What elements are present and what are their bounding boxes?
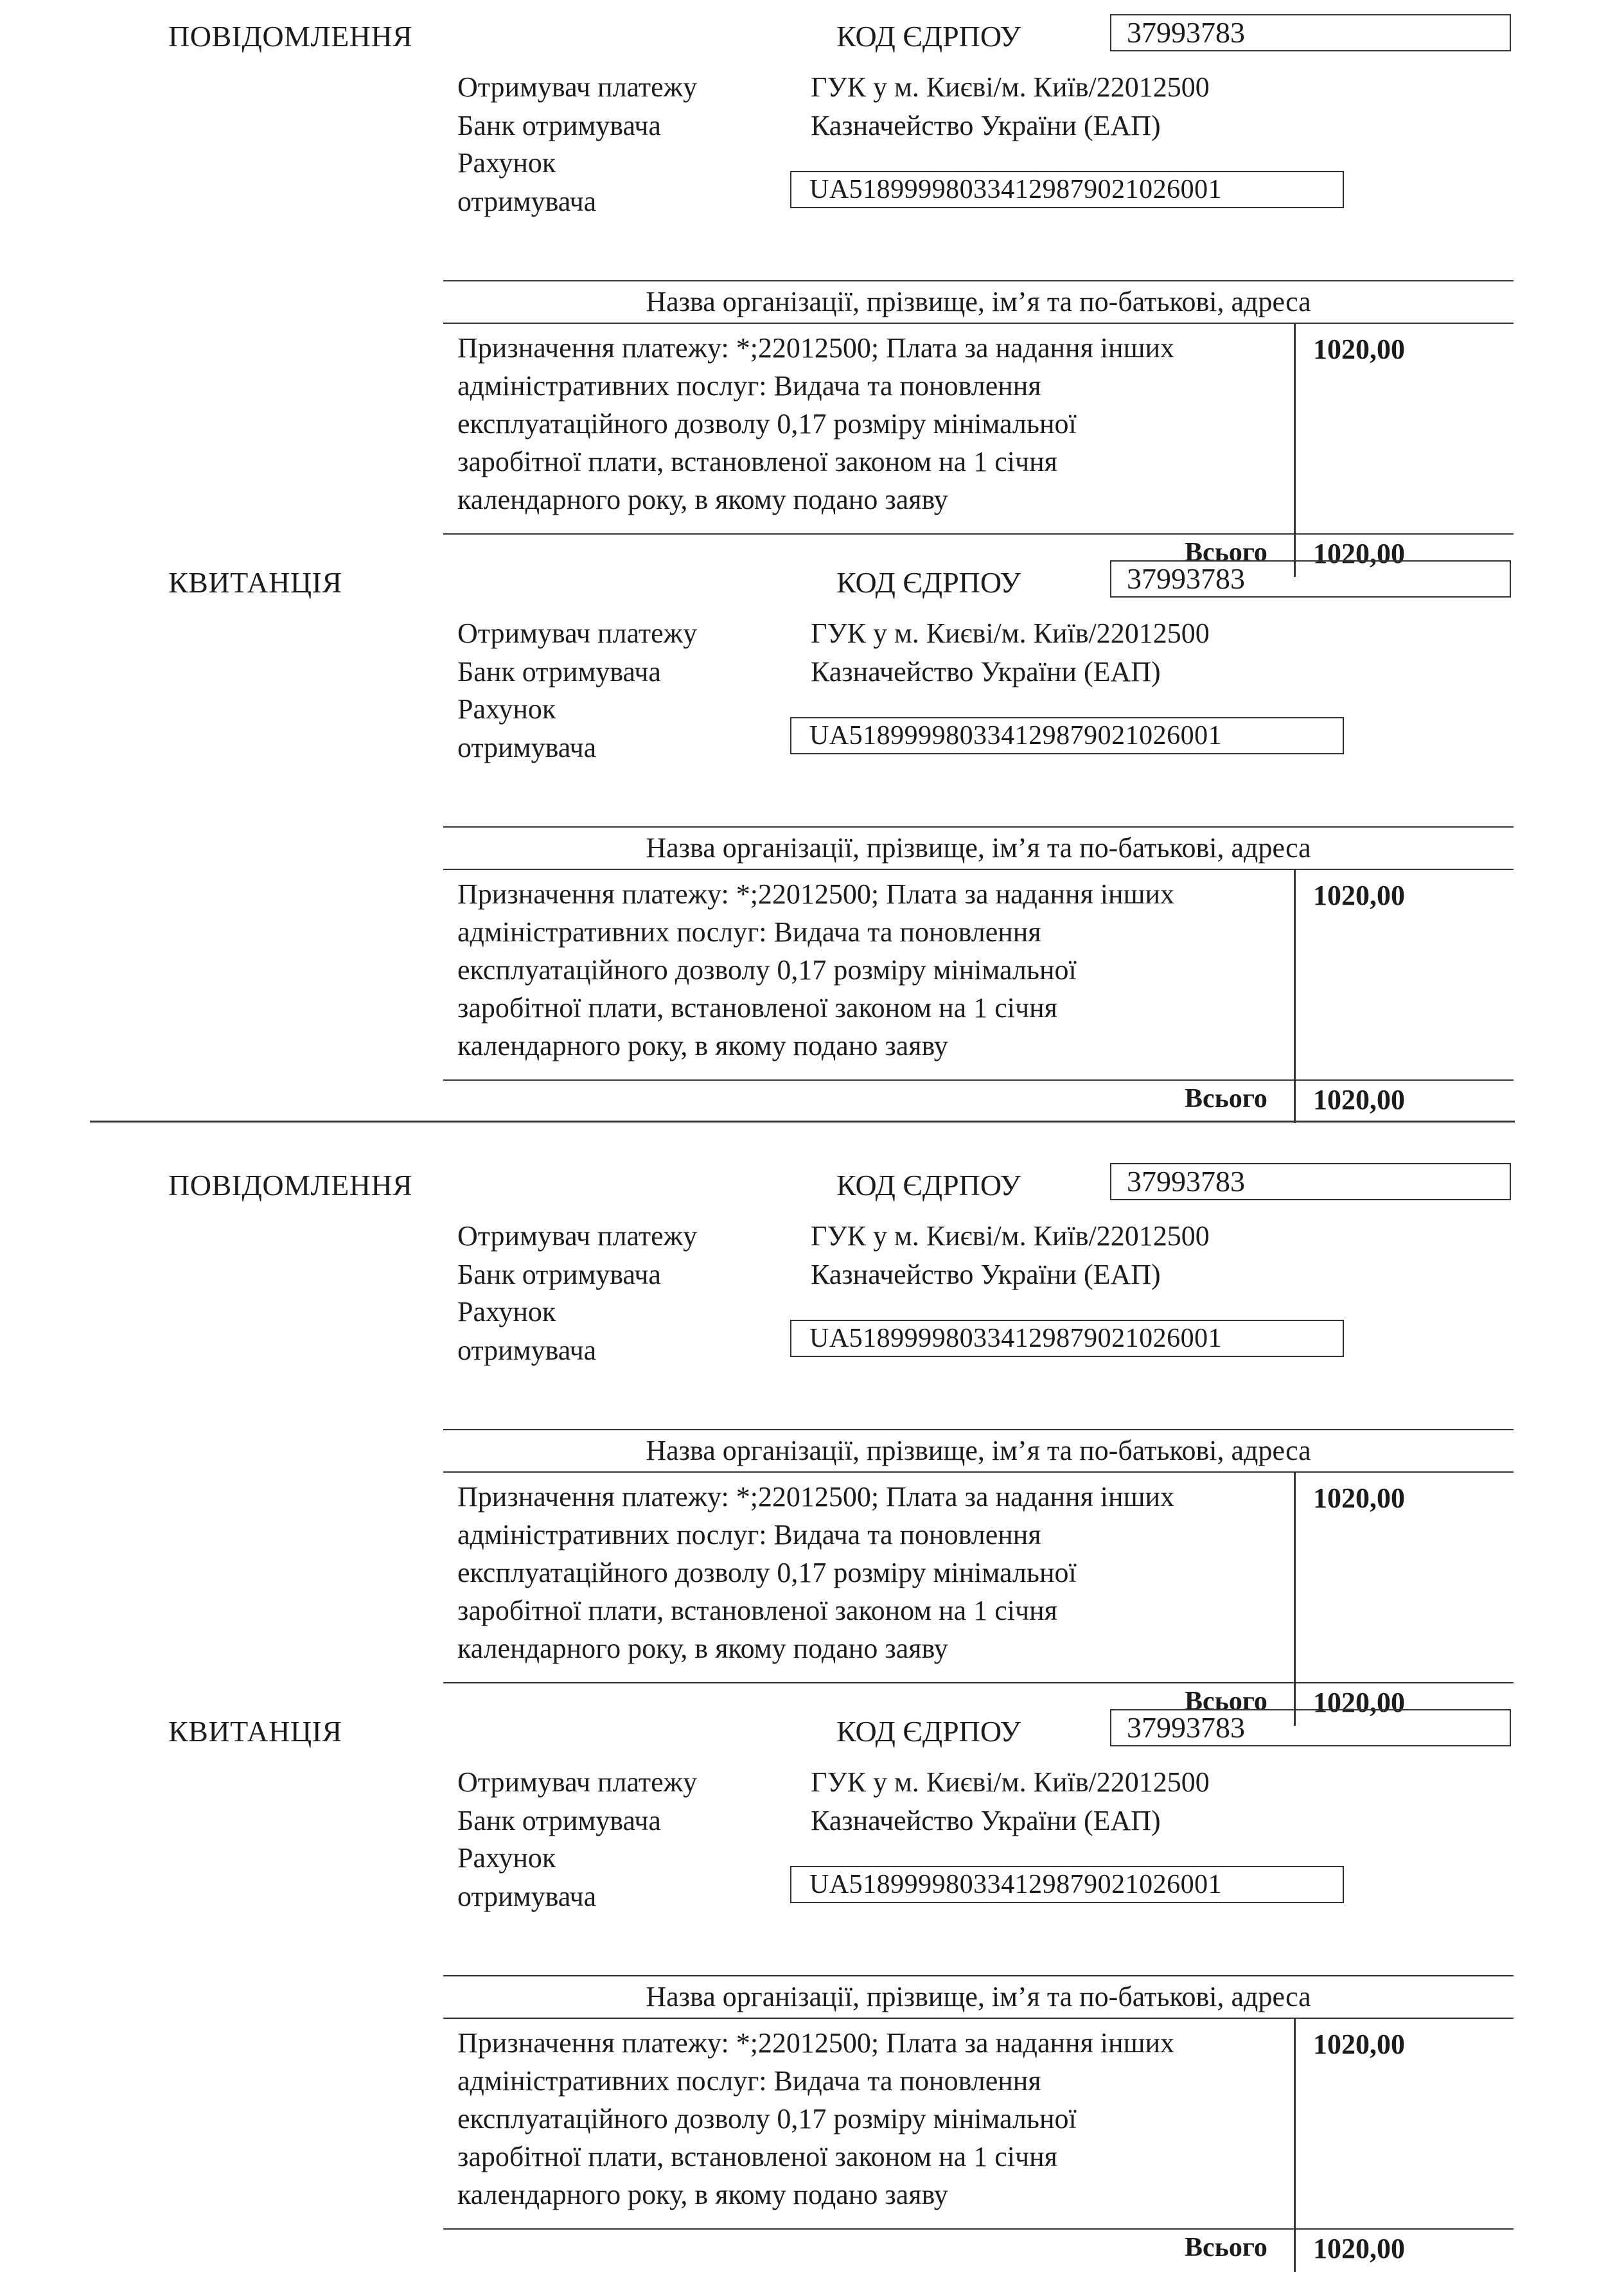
purpose-line: заробітної плати, встановленої законом на 1 січня — [457, 2141, 1057, 2172]
total-amount: 1020,00 — [1313, 1084, 1405, 1115]
bank-value: Казначейство України (ЕАП) — [811, 110, 1161, 141]
divider — [1294, 323, 1296, 577]
purpose-line: адміністративних послуг: Видача та поновлення — [457, 370, 1041, 402]
edrpou-code-field: 37993783 — [1110, 1163, 1511, 1200]
account-label-line2: отримувача — [457, 1335, 597, 1366]
payer-label: Назва організації, прізвище, ім’я та по-батькові, адреса — [646, 1435, 1311, 1466]
recipient-value: ГУК у м. Києві/м. Київ/22012500 — [811, 1220, 1210, 1252]
divider — [1294, 869, 1296, 1123]
purpose-line: Призначення платежу: *;22012500; Плата за надання інших — [457, 2027, 1175, 2059]
purpose-line: заробітної плати, встановленої законом на 1 січня — [457, 446, 1057, 477]
cut-line — [90, 1121, 1515, 1123]
edrpou-label: КОД ЄДРПОУ — [836, 20, 1021, 53]
divider — [443, 869, 1514, 870]
purpose-line: календарного року, в якому подано заяву — [457, 1030, 948, 1061]
payment-receipt-form — [0, 1695, 1624, 2264]
purpose-line: адміністративних послуг: Видача та поновлення — [457, 2065, 1041, 2097]
payer-signature-line — [443, 280, 1514, 281]
divider — [443, 323, 1514, 324]
account-label-line2: отримувача — [457, 732, 597, 763]
edrpou-code-field: 37993783 — [1110, 560, 1511, 598]
payment-amount: 1020,00 — [1313, 2028, 1405, 2060]
divider — [443, 2228, 1514, 2230]
payment-amount: 1020,00 — [1313, 880, 1405, 911]
recipient-label: Отримувач платежу — [457, 617, 698, 649]
payment-purpose — [457, 2024, 1293, 2214]
account-label-line1: Рахунок — [457, 1842, 556, 1874]
payer-signature-line — [443, 1429, 1514, 1430]
payment-purpose — [457, 1478, 1293, 1667]
purpose-line: календарного року, в якому подано заяву — [457, 1633, 948, 1664]
payer-label: Назва організації, прізвище, ім’я та по-батькові, адреса — [646, 832, 1311, 864]
total-label: Всього — [1185, 538, 1267, 567]
account-number-field: UA518999980334129879021026001 — [790, 717, 1344, 754]
total-amount: 1020,00 — [1313, 1687, 1405, 1718]
purpose-line: календарного року, в якому подано заяву — [457, 484, 948, 515]
payment-amount: 1020,00 — [1313, 333, 1405, 365]
purpose-line: заробітної плати, встановленої законом на 1 січня — [457, 1595, 1057, 1626]
account-label-line1: Рахунок — [457, 693, 556, 725]
purpose-line: Призначення платежу: *;22012500; Плата за надання інших — [457, 332, 1175, 364]
account-number-field: UA518999980334129879021026001 — [790, 171, 1344, 208]
purpose-line: календарного року, в якому подано заяву — [457, 2179, 948, 2210]
payment-purpose — [457, 329, 1293, 519]
form-title: КВИТАНЦІЯ — [168, 1715, 342, 1748]
divider — [443, 1471, 1514, 1473]
account-label-line2: отримувача — [457, 186, 597, 217]
edrpou-label: КОД ЄДРПОУ — [836, 1169, 1021, 1202]
payment-notice-form — [0, 0, 1624, 569]
divider — [443, 2018, 1514, 2019]
purpose-line: експлуатаційного дозволу 0,17 розміру мінімальної — [457, 408, 1077, 439]
purpose-line: експлуатаційного дозволу 0,17 розміру мінімальної — [457, 954, 1077, 986]
payment-notice-form — [0, 1149, 1624, 1718]
divider — [443, 533, 1514, 535]
divider — [443, 1079, 1514, 1081]
total-label: Всього — [1185, 1084, 1267, 1114]
purpose-line: адміністративних послуг: Видача та поновлення — [457, 1519, 1041, 1550]
total-amount: 1020,00 — [1313, 538, 1405, 569]
purpose-line: експлуатаційного дозволу 0,17 розміру мінімальної — [457, 2103, 1077, 2134]
bank-label: Банк отримувача — [457, 110, 661, 141]
form-title: ПОВІДОМЛЕННЯ — [168, 20, 413, 53]
bank-value: Казначейство України (ЕАП) — [811, 1259, 1161, 1290]
bank-value: Казначейство України (ЕАП) — [811, 656, 1161, 688]
form-title: ПОВІДОМЛЕННЯ — [168, 1169, 413, 1202]
edrpou-label: КОД ЄДРПОУ — [836, 566, 1021, 599]
recipient-value: ГУК у м. Києві/м. Київ/22012500 — [811, 617, 1210, 649]
recipient-value: ГУК у м. Києві/м. Київ/22012500 — [811, 71, 1210, 103]
purpose-line: адміністративних послуг: Видача та поновлення — [457, 916, 1041, 948]
bank-label: Банк отримувача — [457, 656, 661, 688]
divider — [1294, 1471, 1296, 1726]
total-amount: 1020,00 — [1313, 2233, 1405, 2264]
total-label: Всього — [1185, 2233, 1267, 2262]
payer-signature-line — [443, 1975, 1514, 1976]
form-title: КВИТАНЦІЯ — [168, 566, 342, 599]
account-number-field: UA518999980334129879021026001 — [790, 1320, 1344, 1357]
payment-amount: 1020,00 — [1313, 1482, 1405, 1514]
purpose-line: експлуатаційного дозволу 0,17 розміру мінімальної — [457, 1557, 1077, 1588]
edrpou-label: КОД ЄДРПОУ — [836, 1715, 1021, 1748]
account-label-line2: отримувача — [457, 1881, 597, 1912]
purpose-line: Призначення платежу: *;22012500; Плата за надання інших — [457, 1481, 1175, 1513]
purpose-line: заробітної плати, встановленої законом на 1 січня — [457, 992, 1057, 1024]
total-label: Всього — [1185, 1687, 1267, 1716]
edrpou-code-field: 37993783 — [1110, 1709, 1511, 1746]
recipient-label: Отримувач платежу — [457, 71, 698, 103]
account-label-line1: Рахунок — [457, 1296, 556, 1327]
bank-label: Банк отримувача — [457, 1805, 661, 1836]
divider — [1294, 2018, 1296, 2272]
bank-label: Банк отримувача — [457, 1259, 661, 1290]
bank-value: Казначейство України (ЕАП) — [811, 1805, 1161, 1836]
payer-label: Назва організації, прізвище, ім’я та по-батькові, адреса — [646, 1981, 1311, 2012]
divider — [443, 1682, 1514, 1683]
account-label-line1: Рахунок — [457, 147, 556, 179]
payment-receipt-form — [0, 546, 1624, 1115]
payer-label: Назва організації, прізвище, ім’я та по-батькові, адреса — [646, 286, 1311, 317]
recipient-label: Отримувач платежу — [457, 1766, 698, 1798]
account-number-field: UA518999980334129879021026001 — [790, 1866, 1344, 1903]
recipient-label: Отримувач платежу — [457, 1220, 698, 1252]
payer-signature-line — [443, 826, 1514, 828]
payment-purpose — [457, 875, 1293, 1065]
purpose-line: Призначення платежу: *;22012500; Плата за надання інших — [457, 878, 1175, 910]
edrpou-code-field: 37993783 — [1110, 14, 1511, 51]
recipient-value: ГУК у м. Києві/м. Київ/22012500 — [811, 1766, 1210, 1798]
